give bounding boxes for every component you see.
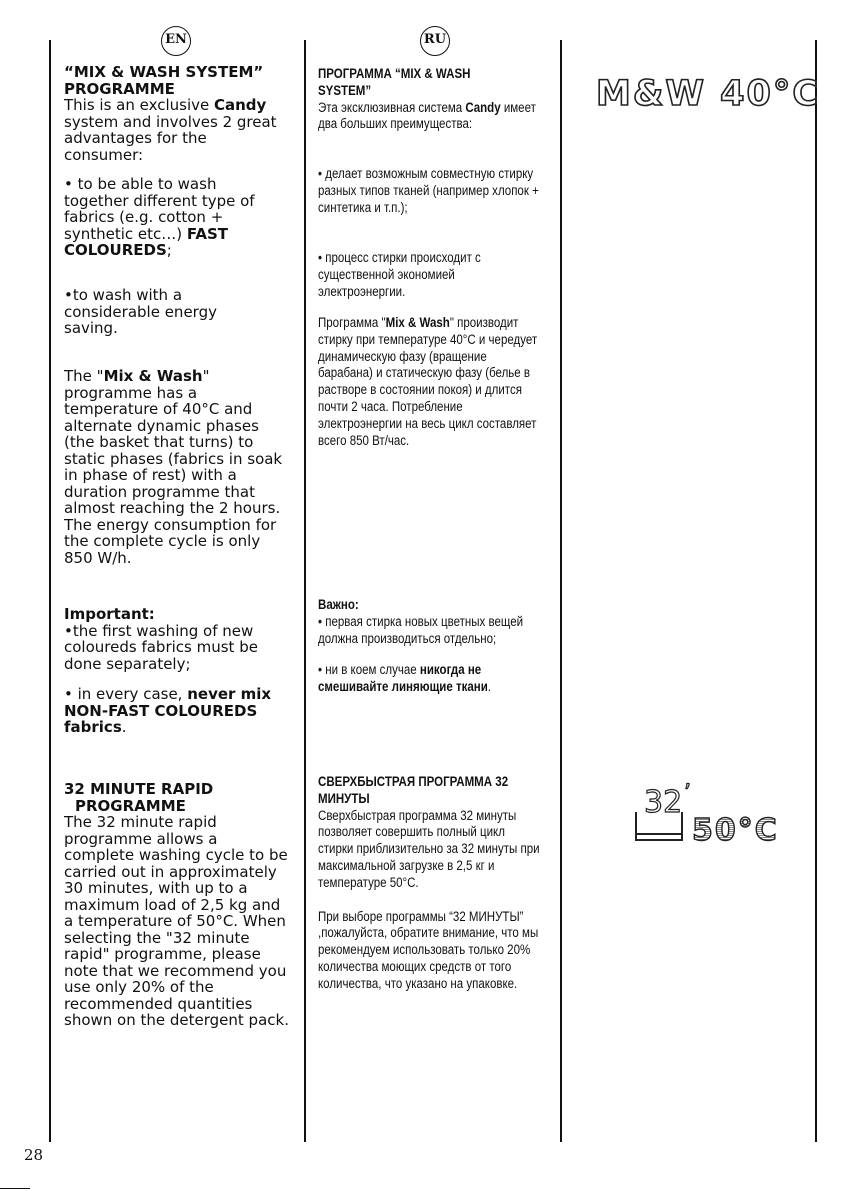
en-mix-title: “MIX & WASH SYSTEM” PROGRAMME: [64, 63, 264, 98]
en-mix-intro: This is an exclusive Candy system and involves 2 great advantages for the consumer:: [64, 96, 277, 164]
ru-mix-section: [318, 66, 543, 133]
page-number: 28: [24, 1146, 44, 1164]
rapid-temp-text: 50°C: [692, 813, 779, 848]
ru-rapid-title: СВЕРХБЫСТРАЯ ПРОГРАММА 32 МИНУТЫ: [318, 774, 509, 806]
rapid-minutes-text: 32: [644, 785, 683, 820]
column-rule-1: [49, 40, 51, 1142]
en-important-section: [64, 606, 289, 736]
ru-important-section: [318, 597, 543, 696]
mix-wash-40-icon: M&W 40°C: [596, 74, 821, 114]
en-important-title: Important:: [64, 605, 155, 623]
ru-important-item-1: • первая стирка новых цветных вещей должна производиться отдельно;: [318, 613, 524, 646]
ru-rapid-text-2: При выборе программы “32 МИНУТЫ” ,пожалуйста, обратите внимание, что мы рекомендуем использовать только 20% количества моющих средств от того количества, что указано на упаковке.: [318, 908, 539, 991]
column-rule-3: [560, 40, 562, 1142]
ru-important-title: Важно:: [318, 597, 359, 612]
ru-language-badge: RU: [420, 26, 450, 56]
column-rule-2: [304, 40, 306, 1142]
ru-bullet-2: • процесс стирки происходит с существенной экономией электроэнергии.: [318, 250, 481, 299]
en-bullet-1: • to be able to wash together different type of fabrics (e.g. cotton + synthetic etc…) FAST COLOUREDS;: [64, 175, 255, 259]
en-rapid-text: The 32 minute rapid programme allows a complete washing cycle to be carried out in approximately 30 minutes, with up to a maximum load of 2,5 kg and a temperature of 50°C. When selecting the "32 minute rapid" programme, please note that we recommend you use only 20% of the recommended quantities shown on the detergent pack.: [64, 813, 289, 1029]
en-mix-section: [64, 64, 289, 163]
en-important-item-2: • in every case, never mix NON-FAST COLOUREDS fabrics.: [64, 685, 272, 736]
ru-important-item-2: • ни в коем случае никогда не смешивайте линяющие ткани.: [318, 662, 492, 695]
ru-rapid-text-1: Сверхбыстрая программа 32 минуты позволяет совершить полный цикл стирки приблизительно за 32 минуты при максимальной загрузке в 2,5 кг и температуре 50°С.: [318, 807, 540, 890]
ru-mix-description: Программа "Mix & Wash" производит стирку при температуре 40°С и чередует динамическую фазу (вращение барабана) и статическую фазу (белье в растворе в состоянии покоя) и длится почти 2 часа. Потребление электроэнергии на весь цикл составляет всего 850 Вт/час.: [318, 315, 538, 448]
en-rapid-title: 32 MINUTE RAPID PROGRAMME: [64, 780, 214, 815]
rapid-apostrophe: ’: [684, 782, 691, 806]
ru-mix-title: ПРОГРАММА “MIX & WASH SYSTEM”: [318, 66, 471, 98]
rapid-32-50-icon: [632, 782, 792, 852]
en-mix-description: The "Mix & Wash" programme has a temperature of 40°C and alternate dynamic phases (the basket that turns) to static phases (fabrics in soak in phase of rest) with a duration programme that almost reaching the 2 hours. The energy consumption for the complete cycle is only 850 W/h.: [64, 367, 283, 567]
ru-mix-intro: Эта эксклюзивная система Candy имеет два больших преимущества:: [318, 99, 536, 132]
column-rule-4: [815, 40, 817, 1142]
ru-rapid-section: [318, 774, 543, 993]
en-important-item-1: •the first washing of new coloureds fabrics must be done separately;: [64, 621, 258, 673]
en-rapid-section: [64, 781, 289, 1029]
ru-bullet-1: • делает возможным совместную стирку разных типов тканей (например хлопок + синтетика и т.п.);: [318, 166, 539, 215]
en-language-badge: EN: [161, 26, 191, 56]
en-bullet-2: •to wash with a considerable energy saving.: [64, 286, 217, 337]
bottom-rule: [0, 1188, 30, 1189]
